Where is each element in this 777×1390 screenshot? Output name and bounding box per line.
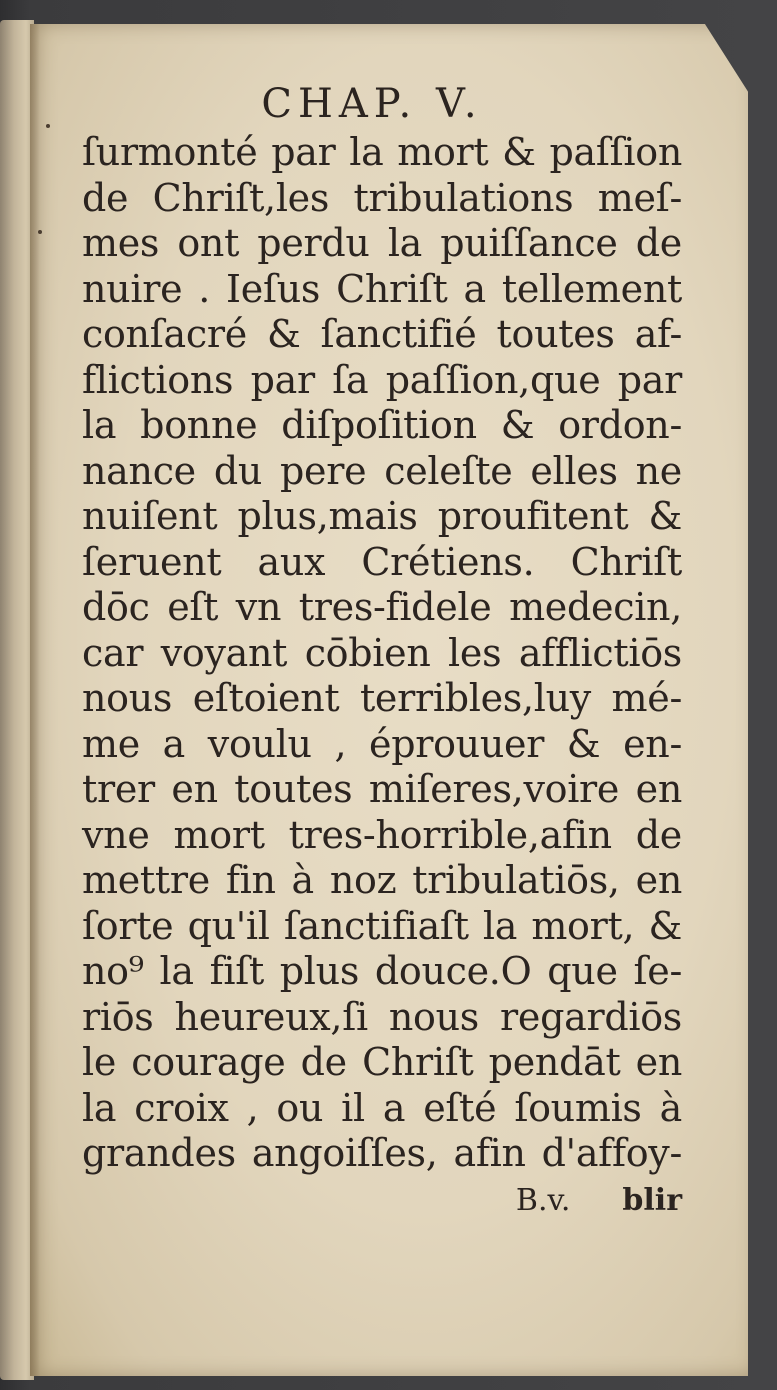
text-line: mettre fin à noz tribulatiōs, en (82, 858, 682, 902)
text-line: grandes angoiſſes, afin d'affoy- (82, 1131, 682, 1175)
text-line: ſurmonté par la mort & paſſion (82, 130, 682, 174)
text-line: ſorte qu'il ſanctifiaſt la mort, & (82, 903, 682, 948)
catchword: blir (622, 1182, 682, 1218)
text-line: nuire . Ieſus Chriſt a tellement (82, 266, 682, 311)
page-text (82, 78, 682, 1223)
text-line: nous eſtoient terribles,luy mé- (82, 676, 682, 720)
text-line: nuiſent plus,mais proufitent & (82, 494, 682, 538)
text-line: le courage de Chriſt pendāt en (82, 1040, 682, 1084)
text-line: car voyant cōbien les afflictiōs (82, 630, 682, 675)
text-line: la bonne diſpoſition & ordon- (82, 403, 682, 447)
ink-speck (38, 230, 42, 234)
text-line: la croix , ou il a eſté ſoumis à (82, 1085, 682, 1130)
text-line: riōs heureux,ſi nous regardiōs (82, 994, 682, 1039)
text-line: flictions par ſa paſſion,que par (82, 357, 682, 402)
page-footer (82, 1179, 682, 1223)
ink-speck (46, 124, 50, 128)
text-line: dōc eſt vn tres-fidele medecin, (82, 585, 682, 629)
text-line: no⁹ la fiſt plus douce.O que ſe- (82, 949, 682, 993)
text-line: trer en toutes miſeres,voire en (82, 767, 682, 811)
text-line: vne mort tres-horrible,afin de (82, 812, 682, 857)
body-text (82, 130, 682, 1177)
running-head: CHAP. V. (261, 81, 483, 127)
text-line: nance du pere celeſte elles ne (82, 448, 682, 493)
signature-mark: B.v. (515, 1182, 571, 1218)
text-line: me a voulu , éprouuer & en- (82, 721, 682, 766)
text-line: ſeruent aux Crétiens. Chriſt (82, 539, 682, 584)
text-line: conſacré & ſanctifié toutes af- (82, 312, 682, 356)
text-line: mes ont perdu la puiſſance de (82, 221, 682, 265)
previous-page-edge (0, 20, 34, 1380)
page-gutter-shadow (30, 24, 40, 1376)
text-line: de Chriſt,les tribulations meſ- (82, 175, 682, 220)
